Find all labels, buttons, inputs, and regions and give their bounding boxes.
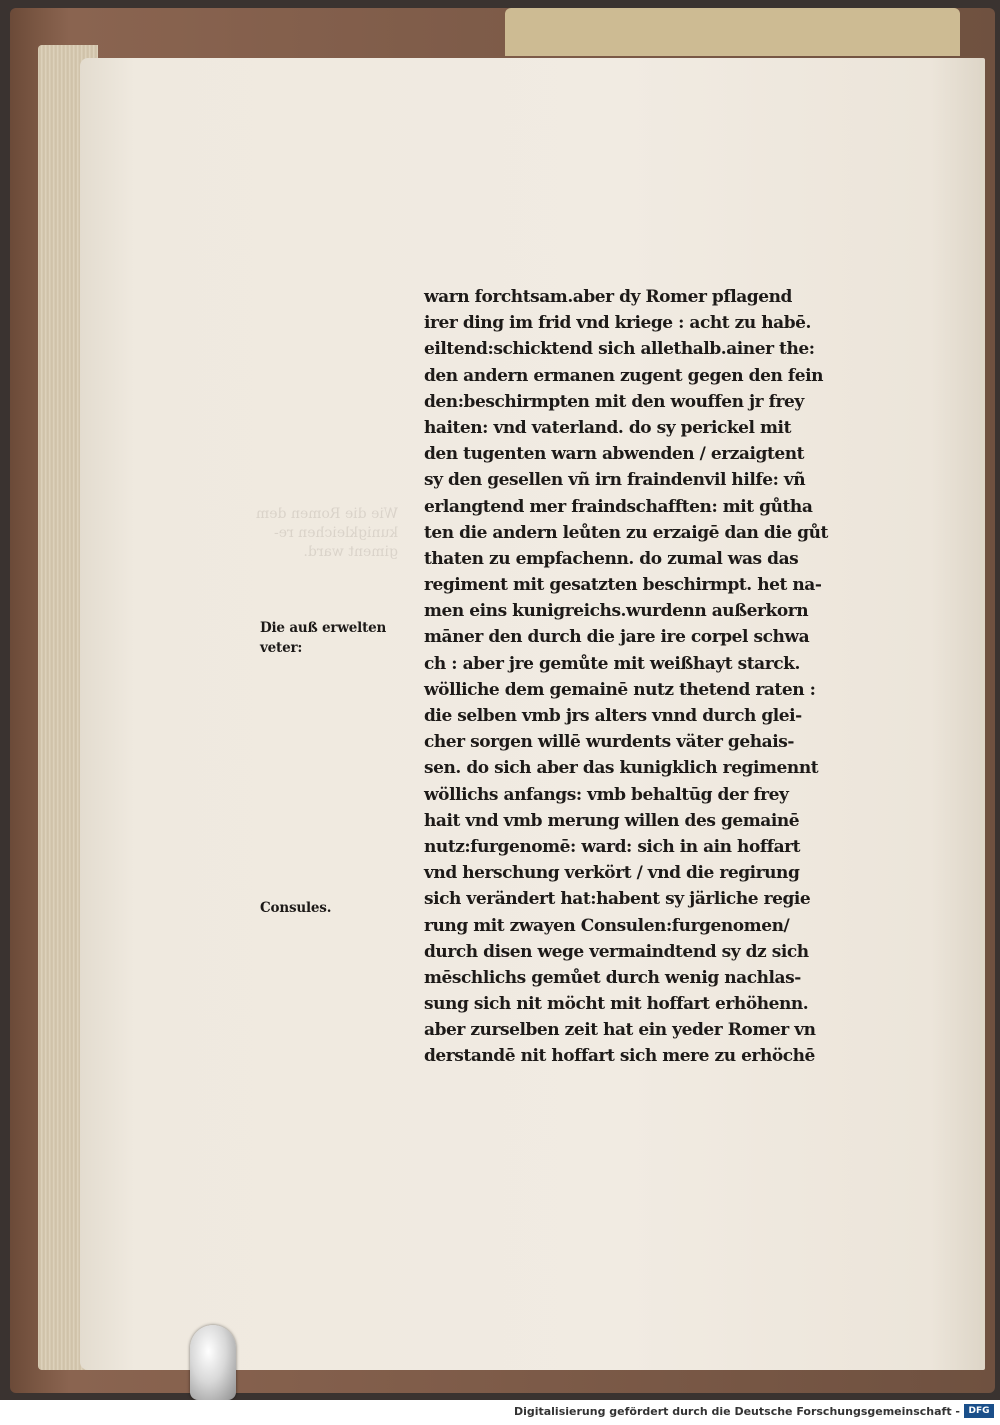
margin-note-line: Die auß erwelten (260, 620, 387, 636)
text-line: aber zurselben zeit hat ein yeder Romer vn (424, 1020, 816, 1041)
text-line: warn forchtsam.aber dy Romer pflagend (424, 287, 792, 307)
bleed-through-line: kunigkleichen re- (274, 525, 398, 541)
text-line: ch : aber jre gemůte mit weißhayt starck. (424, 653, 800, 674)
text-line: die selben vmb jrs alters vnnd durch glei- (424, 706, 802, 726)
text-line: irer ding im frid vnd kriege : acht zu habē. (424, 313, 812, 334)
text-line: haiten: vnd vaterland. do sy perickel mit (424, 417, 791, 438)
text-line: den andern ermanen zugent gegen den fein (424, 365, 823, 386)
text-line: māner den durch die jare ire corpel schwa (424, 627, 810, 648)
text-line: erlangtend mer fraindschafften: mit gůtha (424, 496, 813, 517)
text-line: wöllichs anfangs: vmb behaltūg der frey (424, 784, 789, 805)
text-line: mēschlichs gemůet durch wenig nachlas- (424, 967, 801, 988)
text-line: eiltend:schicktend sich allethalb.ainer the: (424, 339, 815, 360)
text-line: sy den gesellen vñ irn fraindenvil hilfe: vñ (424, 470, 806, 491)
text-line: regiment mit gesatzten beschirmpt. het na- (424, 575, 822, 596)
bleed-through-line: giment ward. (303, 544, 398, 560)
bleed-through-line: Wie die Romen dem (255, 506, 398, 522)
text-line: men eins kunigreichs.wurdenn außerkorn (424, 601, 809, 622)
text-line: sen. do sich aber das kunigklich regimennt (424, 758, 819, 779)
text-line: thaten zu empfachenn. do zumal was das (424, 548, 799, 569)
text-line: rung mit zwayen Consulen:furgenomen/ (424, 915, 790, 936)
text-line: durch disen wege vermaindtend sy dz sich (424, 941, 809, 962)
text-line: cher sorgen willē wurdents väter gehais- (424, 732, 794, 753)
text-line: ten die andern leůten zu erzaigē dan die gůt (424, 522, 828, 543)
text-line: den tugenten warn abwenden / erzaigtent (424, 444, 805, 465)
text-line: sung sich nit möcht mit hoffart erhöhenn. (424, 994, 809, 1015)
text-line: sich verändert hat:habent sy järliche regie (424, 889, 811, 910)
dfg-logo-icon: DFG (964, 1404, 994, 1418)
text-line: hait vnd vmb merung willen des gemainē (424, 810, 800, 831)
margin-note-elected-fathers (260, 618, 386, 658)
top-paper-strip (505, 8, 960, 56)
text-line: derstandē nit hoffart sich mere zu erhöchē (424, 1046, 815, 1067)
margin-note-consules: Consules. (260, 900, 332, 916)
bleed-through-note (238, 505, 398, 575)
text-line: den:beschirmpten mit den wouffen jr frey (424, 391, 804, 412)
text-line: nutz:furgenomē: ward: sich in ain hoffart (424, 836, 801, 857)
text-line: vnd herschung verkört / vnd die regirung (424, 863, 800, 884)
footer-credit: Digitalisierung gefördert durch die Deutsche Forschungsgemeinschaft - (513, 1405, 960, 1418)
main-text-block (424, 284, 828, 1070)
plastic-page-clip (190, 1325, 236, 1400)
text-line: wölliche dem gemainē nutz thetend raten : (424, 679, 816, 700)
margin-note-line: veter: (260, 640, 303, 656)
